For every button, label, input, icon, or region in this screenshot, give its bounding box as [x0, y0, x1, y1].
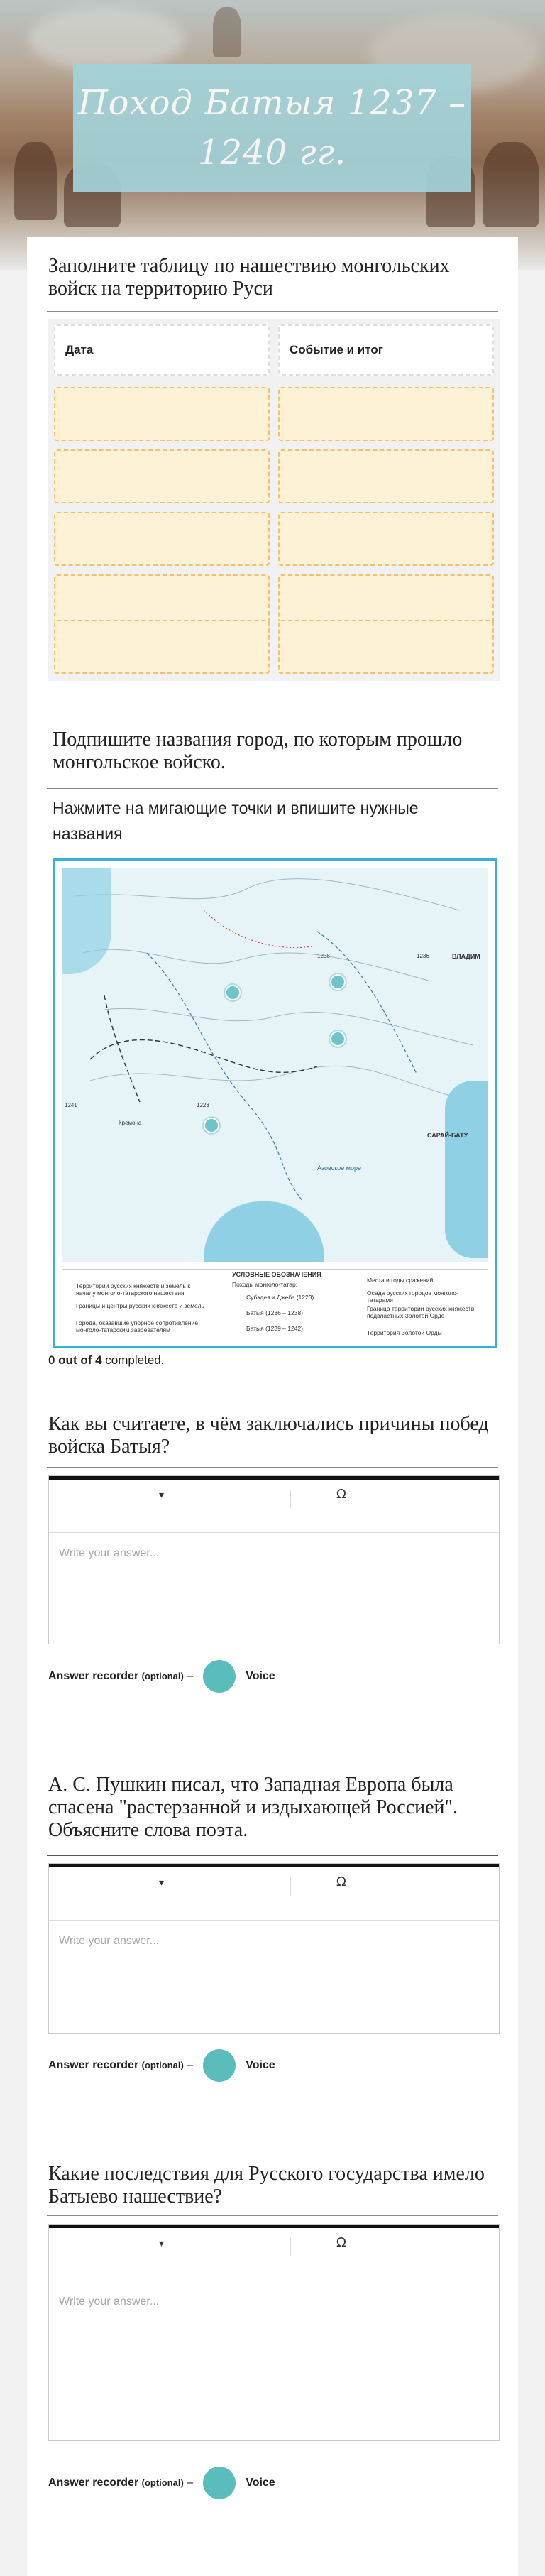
map-hotspot-3[interactable] [330, 974, 346, 990]
answer-recorder-2 [48, 2049, 275, 2082]
map-label-year: 1236 [417, 953, 429, 959]
map-sea [445, 1081, 488, 1258]
table-cell-event-5[interactable] [278, 620, 494, 674]
answer-input-2[interactable]: Write your answer... [59, 1935, 160, 1947]
legend-item: Территория Золотой Орды [367, 1329, 442, 1336]
progress-count: 0 out of 4 [48, 1353, 102, 1367]
format-dropdown-icon[interactable]: ▾ [159, 2238, 165, 2249]
table-cell-event-3[interactable] [278, 512, 494, 566]
format-dropdown-icon[interactable]: ▾ [159, 1877, 165, 1889]
voice-record-button[interactable] [203, 2467, 236, 2499]
editor-toolbar [49, 1476, 499, 1533]
map-label-year: 1241 [65, 1102, 77, 1108]
header-banner [0, 0, 545, 270]
voice-record-button[interactable] [203, 1660, 236, 1693]
map-label-sea: Азовское море [317, 1164, 361, 1172]
page-title: Поход Батыя 1237 – 1240 гг. [77, 83, 467, 173]
answer-input-1[interactable]: Write your answer... [59, 1547, 160, 1559]
map-label-sarai: САРАЙ-БАТУ [427, 1132, 468, 1139]
question-3-title: Какие последствия для Русского государства имело Батыево нашествие? [48, 2163, 485, 2207]
special-chars-icon[interactable]: Ω [336, 1874, 346, 1889]
map-instruction: Нажмите на мигающие точки и впишите нужные названия [53, 799, 419, 843]
legend-item: Границы и центры русских княжеств и земель [76, 1302, 204, 1309]
table-header-event: Событие и итог [278, 324, 494, 376]
map-label-year: 1238 [317, 953, 330, 959]
map-legend [62, 1269, 488, 1343]
divider [47, 1855, 498, 1856]
legend-item: Территории русских княжеств и земель к началу монголо-татарского нашествия [76, 1282, 190, 1297]
voice-label[interactable]: Voice [246, 2477, 275, 2489]
interactive-map [53, 858, 497, 1348]
format-dropdown-icon[interactable]: ▾ [159, 1490, 165, 1501]
recorder-label: Answer recorder [48, 1670, 139, 1682]
map-label-city: Кремона [119, 1120, 142, 1126]
table-question-title: Заполните таблицу по нашествию монгольских войск на территорию Руси [48, 255, 450, 300]
table-cell-date-3[interactable] [54, 512, 270, 566]
recorder-optional: (optional) [141, 2060, 184, 2070]
recorder-label: Answer recorder [48, 2477, 139, 2489]
legend-item: Походы монголо-татар: [232, 1281, 298, 1288]
legend-title: УСЛОВНЫЕ ОБОЗНАЧЕНИЯ [232, 1271, 321, 1278]
legend-item: Субэдея и Джебэ (1223) [246, 1294, 314, 1301]
map-label-vladimir: ВЛАДИМ [452, 953, 480, 960]
answer-input-3[interactable]: Write your answer... [59, 2296, 160, 2308]
table-header-date: Дата [54, 324, 270, 376]
voice-label[interactable]: Voice [246, 2059, 275, 2071]
map-question-title: Подпишите названия город, по которым прошло монгольское войско. [53, 728, 463, 773]
legend-item: Батыя (1239 – 1242) [246, 1325, 304, 1332]
answer-editor-1[interactable] [48, 1475, 500, 1644]
recorder-optional: (optional) [141, 2477, 184, 2488]
table-cell-event-1[interactable] [278, 387, 494, 441]
title-box [73, 64, 471, 192]
recorder-dash: – [187, 2059, 194, 2071]
map-land [62, 868, 488, 1262]
table-cell-date-1[interactable] [54, 387, 270, 441]
progress-suffix: completed. [105, 1353, 165, 1367]
legend-item: Граница территории русских княжеств, подвластных Золотой Орде [367, 1305, 476, 1319]
recorder-dash: – [187, 1670, 194, 1682]
voice-record-button[interactable] [203, 2049, 236, 2082]
map-label-year: 1223 [197, 1102, 209, 1108]
editor-toolbar [49, 1864, 499, 1921]
question-2-title: А. С. Пушкин писал, что Западная Европа была спасена "растерзанной и издыхающей Россией". Объясните слова поэта. [48, 1774, 458, 1841]
legend-item: Города, оказавшие упорное сопротивление монголо-татарским завоевателям [76, 1319, 199, 1333]
map-progress [48, 1353, 164, 1368]
map-hotspot-2[interactable] [330, 1031, 346, 1047]
toolbar-separator [290, 1490, 291, 1508]
table-cell-event-2[interactable] [278, 449, 494, 503]
legend-item: Осада русских городов монголо-татарами [367, 1289, 458, 1304]
editor-toolbar [49, 2225, 499, 2281]
answer-editor-2[interactable] [48, 1863, 500, 2034]
answer-recorder-1 [48, 1660, 275, 1693]
divider [47, 1467, 498, 1468]
legend-item: Места и годы сражений [367, 1277, 434, 1284]
special-chars-icon[interactable]: Ω [336, 2235, 346, 2250]
worksheet-card [27, 237, 518, 2576]
recorder-label: Answer recorder [48, 2059, 139, 2071]
recorder-dash: – [187, 2477, 194, 2489]
voice-label[interactable]: Voice [246, 1670, 275, 1682]
map-hotspot-1[interactable] [225, 985, 241, 1000]
legend-item: Батыя (1236 – 1238) [246, 1309, 304, 1316]
table-cell-date-5[interactable] [54, 620, 270, 674]
question-1-title: Как вы считаете, в чём заключались причины побед войска Батыя? [48, 1413, 489, 1458]
toolbar-separator [290, 1877, 291, 1896]
divider [47, 311, 498, 312]
divider [47, 788, 498, 789]
answer-editor-3[interactable] [48, 2224, 500, 2441]
divider [47, 2215, 498, 2216]
fill-table [48, 319, 500, 681]
map-hotspot-4[interactable] [204, 1118, 219, 1133]
answer-recorder-3 [48, 2467, 275, 2499]
special-chars-icon[interactable]: Ω [336, 1487, 346, 1502]
table-cell-date-2[interactable] [54, 449, 270, 503]
recorder-optional: (optional) [141, 1671, 184, 1681]
toolbar-separator [290, 2238, 291, 2256]
